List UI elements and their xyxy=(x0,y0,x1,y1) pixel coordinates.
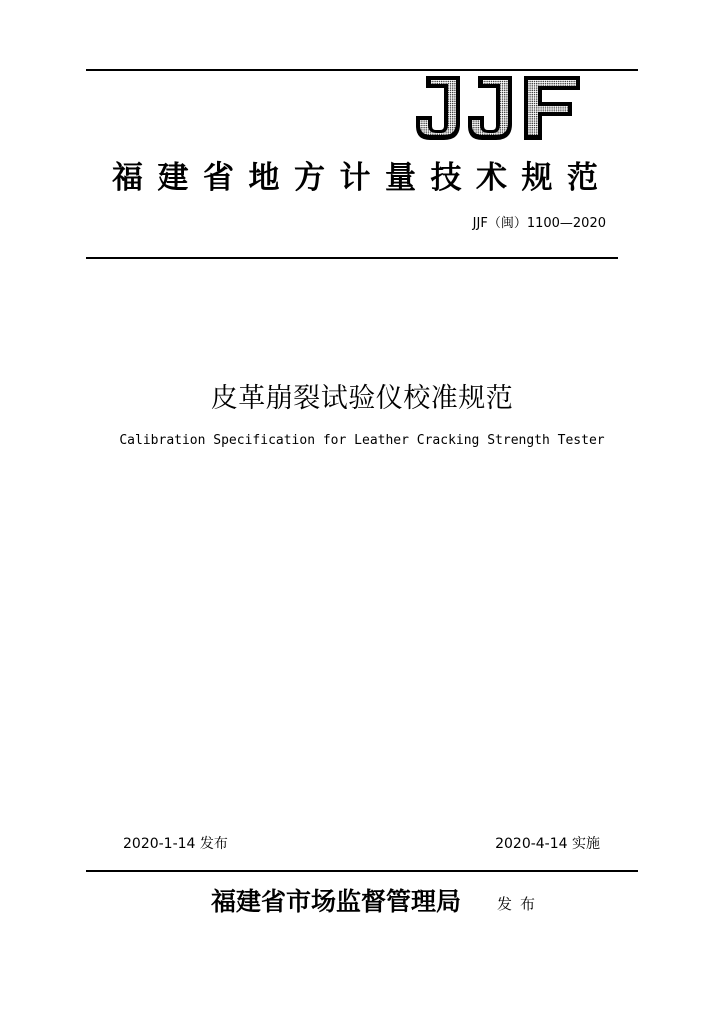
document-number: JJF（闽）1100—2020 xyxy=(472,216,606,231)
document-title-cn: 皮革崩裂试验仪校准规范 xyxy=(210,383,514,414)
issue-date: 2020-1-14 发布 xyxy=(123,836,228,852)
footer-rule xyxy=(86,870,638,872)
jjf-logo xyxy=(412,76,580,142)
publish-label: 发布 xyxy=(497,895,544,913)
logo-letter-j2 xyxy=(468,76,512,140)
logo-letter-f xyxy=(524,76,580,140)
document-title-en: Calibration Specification for Leather Cracking Strength Tester xyxy=(119,433,605,448)
effective-date: 2020-4-14 实施 xyxy=(495,836,600,852)
logo-letter-j1 xyxy=(416,76,460,140)
publisher-name: 福建省市场监督管理局 xyxy=(211,887,462,916)
issuing-authority-header: 福建省地方计量技术规范 xyxy=(112,160,613,196)
header-rule xyxy=(86,257,618,259)
top-rule xyxy=(86,69,638,71)
